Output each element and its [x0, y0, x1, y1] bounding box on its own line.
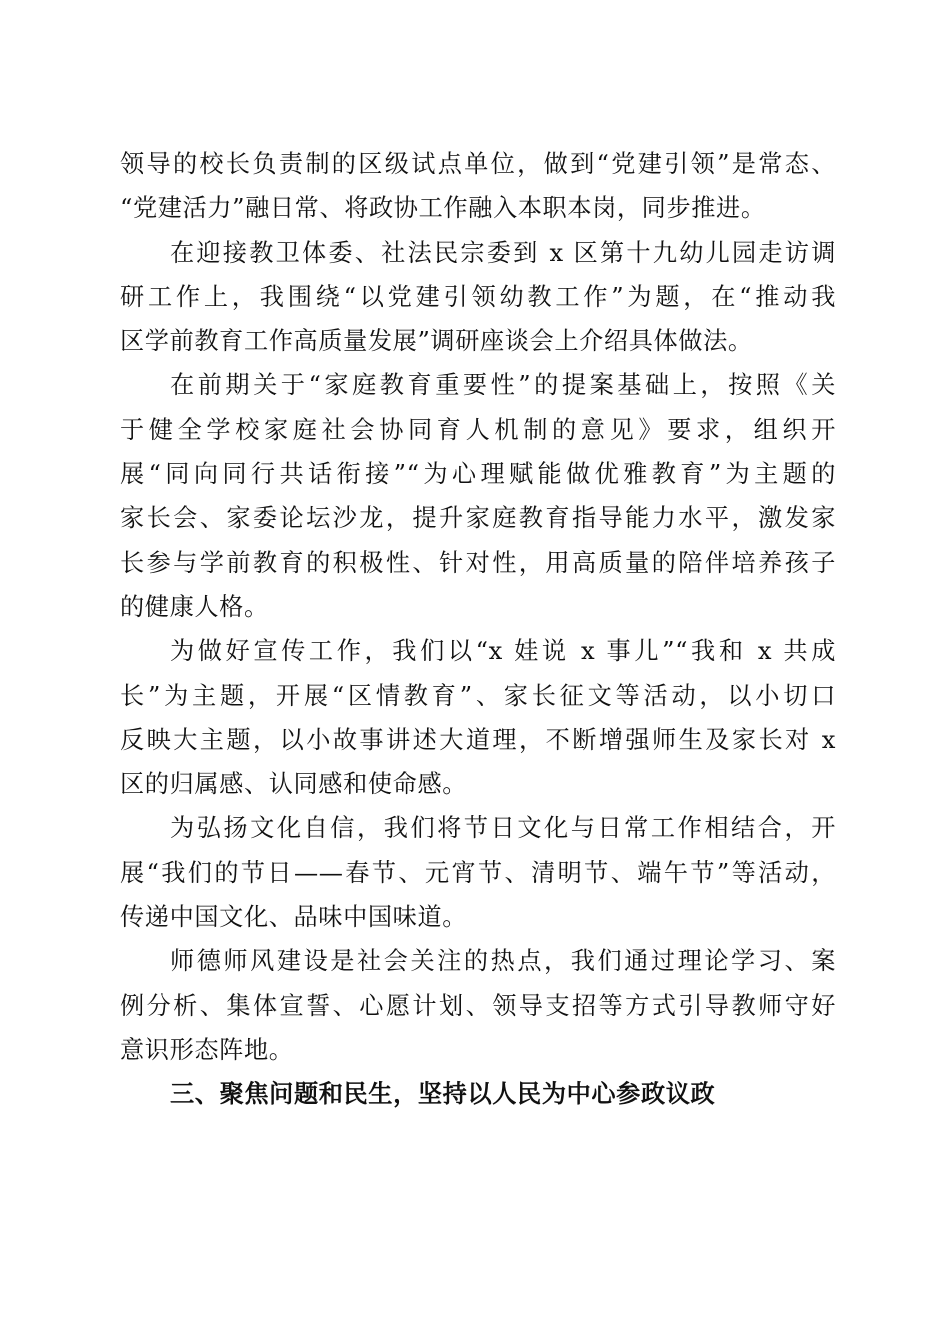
text-line: 区的归属感、认同感和使命感。 [120, 770, 468, 799]
paragraph-4 [120, 629, 836, 806]
text-line: 在前期关于“家庭教育重要性”的提案基础上，按照《关 [170, 371, 836, 400]
text-line: “党建活力”融日常、将政协工作融入本职本岗，同步推进。 [120, 194, 766, 223]
text-line: 家长会、家委论坛沙龙，提升家庭教育指导能力水平，激发家 [120, 504, 836, 533]
text-line: 领导的校长负责制的区级试点单位，做到“党建引领”是常态、 [120, 150, 836, 178]
paragraph-6 [120, 939, 836, 1072]
text-line: 区学前教育工作高质量发展”调研座谈会上介绍具体做法。 [120, 327, 753, 356]
text-line: 长参与学前教育的积极性、针对性，用高质量的陪伴培养孩子 [120, 548, 836, 577]
paragraph-2 [120, 231, 836, 364]
text-line: 传递中国文化、品味中国味道。 [120, 903, 468, 932]
text-line: 反映大主题，以小故事讲述大道理，不断增强师生及家长对 x [120, 725, 836, 754]
paragraph-1 [120, 142, 836, 231]
text-line: 为做好宣传工作，我们以“x 娃说 x 事儿”“我和 x 共成 [170, 637, 836, 666]
text-line: 例分析、集体宣誓、心愿计划、领导支招等方式引导教师守好 [120, 991, 836, 1020]
text-line: 在迎接教卫体委、社法民宗委到 x 区第十九幼儿园走访调 [170, 238, 836, 267]
text-line: 于健全学校家庭社会协同育人机制的意见》要求，组织开 [120, 415, 836, 444]
paragraph-5 [120, 806, 836, 939]
text-line: 师德师风建设是社会关注的热点，我们通过理论学习、案 [170, 947, 836, 976]
text-line: 研工作上，我围绕“以党建引领幼教工作”为题，在“推动我 [120, 282, 836, 311]
document-page [120, 142, 836, 1117]
text-line: 长”为主题，开展“区情教育”、家长征文等活动，以小切口 [120, 681, 836, 710]
text-line: 的健康人格。 [120, 592, 269, 621]
text-line: 展“我们的节日——春节、元宵节、清明节、端午节”等活动， [120, 858, 836, 887]
text-line: 展“同向同行共话衔接”“为心理赋能做优雅教育”为主题的 [120, 460, 836, 489]
section-heading: 三、聚焦问题和民生，坚持以人民为中心参政议政 [170, 1080, 716, 1109]
paragraph-3 [120, 363, 836, 629]
text-line: 意识形态阵地。 [120, 1035, 294, 1064]
text-line: 为弘扬文化自信，我们将节日文化与日常工作相结合，开 [170, 814, 836, 843]
